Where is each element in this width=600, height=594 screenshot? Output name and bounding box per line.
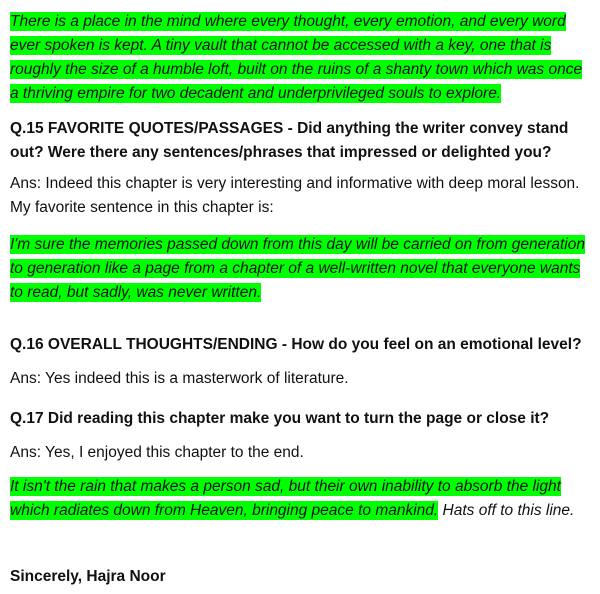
question-16 [10, 333, 592, 357]
closing-quote-text: It isn't the rain that makes a person sad, but their own inability to absorb the light which radiates down from Heaven, bringing peace to mankind. [10, 478, 561, 519]
intro-quote-text: There is a place in the mind where every thought, every emotion, and every word ever spoken is kept. A tiny vault that cannot be accessed with a key, one that is roughly the size of a humble loft, built on the ruins of a shanty town which was once a thriving empire for two decadent and underprivileged souls to explore. [10, 13, 583, 102]
answer-15: Ans: Indeed this chapter is very interesting and informative with deep moral lesson. My favorite sentence in this chapter is: [10, 175, 580, 216]
closing-quote [10, 475, 592, 523]
answer-17: Ans: Yes, I enjoyed this chapter to the end. [10, 444, 304, 461]
question-16-text: How do you feel on an emotional level? [291, 336, 582, 353]
question-17: Q.17 Did reading this chapter make you want to turn the page or close it? [10, 410, 550, 427]
favorite-quote-text: I'm sure the memories passed down from this day will be carried on from generation to generation like a page from a chapter of a well-written novel that everyone wants to read, but sadly, was never written. [10, 236, 585, 301]
question-16-heading: Q.16 OVERALL THOUGHTS/ENDING - [10, 336, 292, 353]
favorite-quote [10, 233, 592, 305]
intro-quote [10, 10, 592, 106]
question-15: Q.15 FAVORITE QUOTES/PASSAGES - Did anything the writer convey stand out? Were there any sentences/phrases that impressed or delighted you? [10, 120, 569, 161]
signature: Sincerely, Hajra Noor [10, 568, 166, 585]
answer-16: Ans: Yes indeed this is a masterwork of literature. [10, 370, 349, 387]
closing-quote-tail: Hats off to this line. [438, 502, 575, 519]
